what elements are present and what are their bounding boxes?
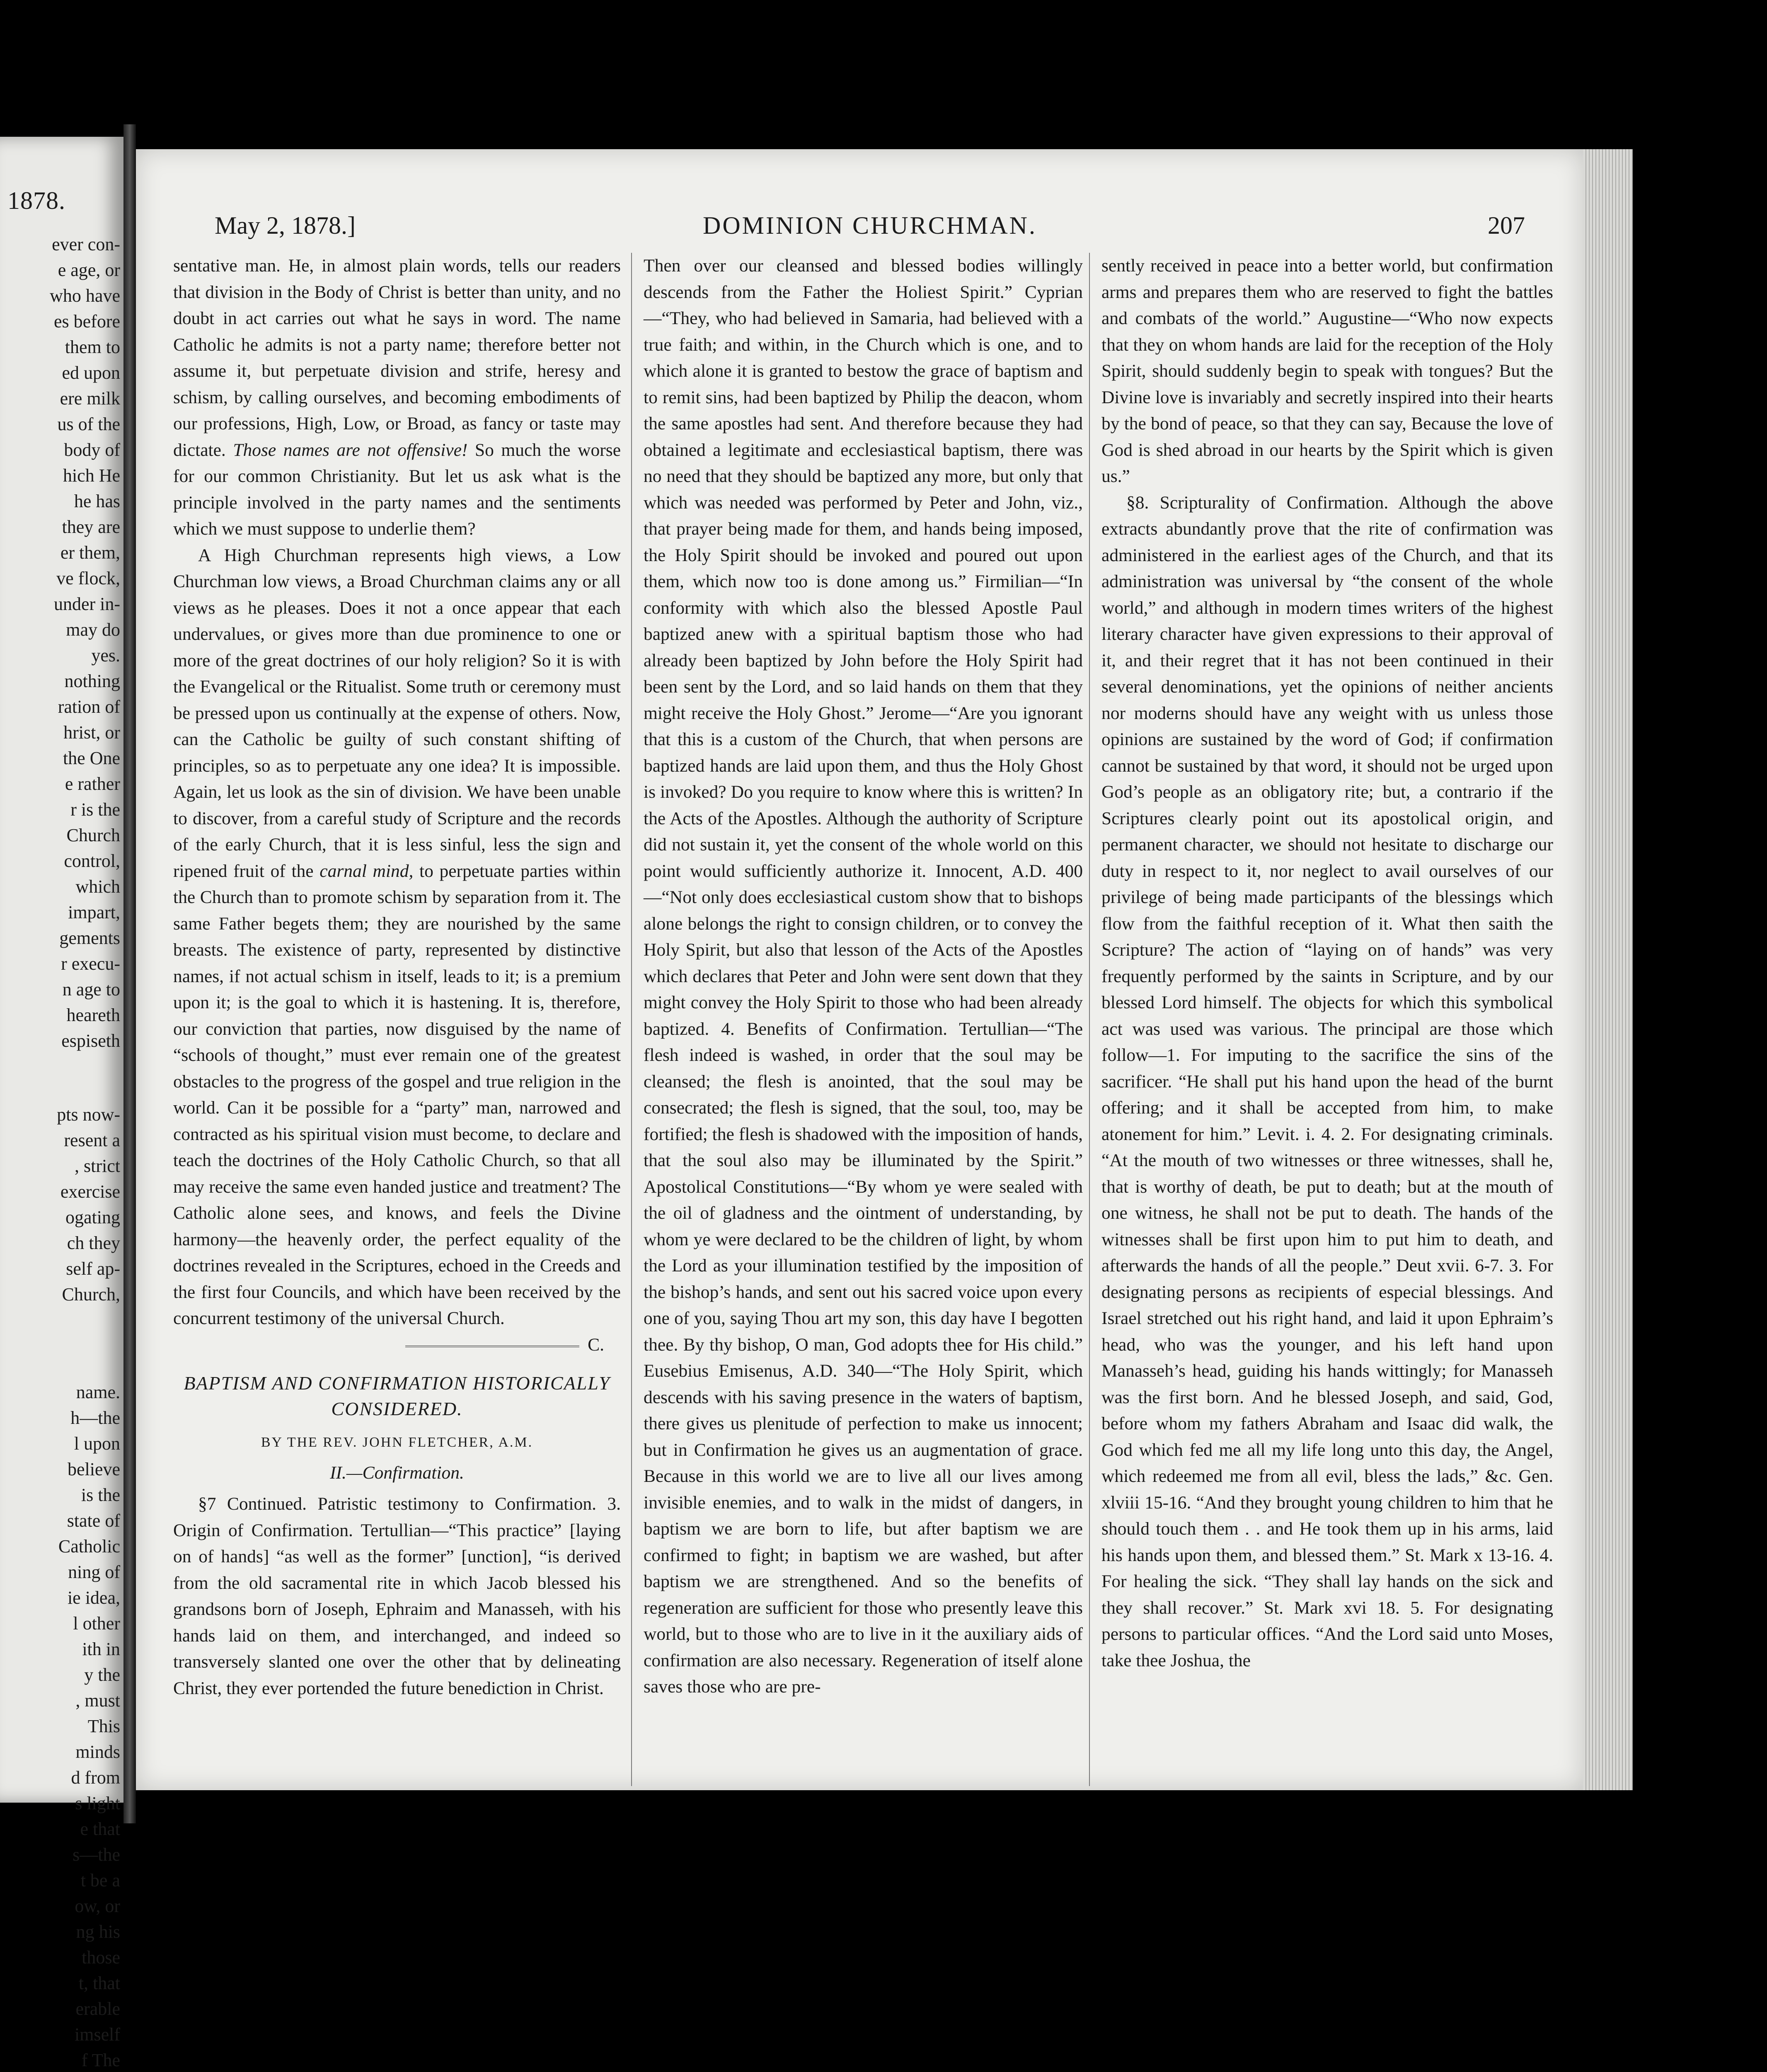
fragment-line: ere milk xyxy=(60,388,120,409)
fragment-line: name. xyxy=(76,1382,120,1402)
fragment-line: is the xyxy=(81,1485,120,1505)
column-2 xyxy=(631,253,1083,1786)
fragment-line: may do xyxy=(66,620,120,640)
fragment-line: s—the xyxy=(73,1844,120,1865)
paragraph: A High Churchman represents high views, a Low Churchman low views, a Broad Churchman claims any or all views as he pleases. Does it not a once appear that each undervalues, or gives more than due prominence to one or more of the great doctrines of our holy religion? So it is with the Evangelical or the Ritualist. Some truth or ceremony must be pressed upon us continually at the expense of others. Now, can the Catholic be guilty of such constant shifting of principles, so as to perpetuate any one idea? It is impossible. Again, let us look as the sin of division. We have been unable to discover, from a careful study of Scripture and the records of the early Church, that it is less sinful, less the sign and ripened fruit of the carnal mind, to perpetuate parties within the Church than to promote schism by separation from it. The same Father begets them; they are nourished by the same breasts. The existence of party, represented by distinctive names, if not actual schism in itself, leads to it; is a premium upon it; is the goal to which it is hastening. It is, therefore, our conviction that parties, now disguised by the name of “schools of thought,” must ever remain one of the greatest obstacles to the progress of the gospel and true religion in the world. Can it be possible for a “party” man, narrowed and contracted as his spiritual vision must become, to declare and teach the doctrines of the Holy Catholic Church, so that all may receive the same even handed justice and treatment? The Catholic alone sees, and knows, and feels the Divine harmony—the heavenly order, the perfect equality of the doctrines revealed in the Scriptures, echoed in the Creeds and the first four Councils, and which have been received by the concurrent testimony of the universal Church. xyxy=(173,545,621,1328)
article-title: BAPTISM AND CONFIRMATION HISTORICALLY CONSIDERED. xyxy=(184,1372,610,1419)
fragment-line: gements xyxy=(59,928,120,948)
fragment-line: resent a xyxy=(64,1130,120,1150)
page-edge xyxy=(1583,149,1633,1790)
fragment-line: l other xyxy=(73,1613,120,1634)
fragment-line: This xyxy=(87,1716,120,1736)
fragment-line: self ap- xyxy=(66,1259,120,1279)
fragment-line: ch they xyxy=(67,1233,120,1253)
fragment-line: they are xyxy=(62,517,120,537)
fragment-line: Church xyxy=(66,825,120,845)
fragment-line: erable xyxy=(75,1999,120,2019)
issue-date: May 2, 1878.] xyxy=(215,212,356,239)
fragment-line: , must xyxy=(75,1690,120,1711)
fragment-line: t be a xyxy=(80,1870,120,1890)
previous-page-year: 1878. xyxy=(7,187,65,214)
fragment-line: e that xyxy=(80,1819,120,1839)
separator-rule xyxy=(405,1346,579,1347)
fragment-line: hich He xyxy=(63,465,120,486)
fragment-line: minds xyxy=(75,1742,120,1762)
fragment-line: ow, or xyxy=(75,1896,120,1916)
fragment-line: t, that xyxy=(78,1973,120,1993)
fragment-line: state of xyxy=(67,1510,120,1531)
fragment-line: r execu- xyxy=(61,954,120,974)
paragraph: §8. Scripturality of Confirmation. Although the above extracts abundantly prove that the rite of confirmation was administered in the earliest ages of the Church, and that its administration was universal by “the consent of the whole world,” and although in modern times writers of the highest literary character have given expressions to their approval of it, and their regret that it has not been continued in their several denominations, yet the opinions of neither ancients nor moderns should have any weight with us unless those opinions are sustained by the word of God; if confirmation cannot be sustained by that word, it should not be urged upon God’s people as an obligatory rite; but, a contrario if the Scriptures clearly point out its apostolical origin, and permanent character, we should not hesitate to discharge our duty in respect to it, nor neglect to avail ourselves of our privilege of being made participants of the blessings which flow from the faithful reception of it. What then saith the Scripture? The action of “laying on of hands” was very frequently performed by the saints in Scripture, and by our blessed Lord himself. The objects for which this symbolical act was used was various. The principal are those which follow—1. For imputing to the sacrifice the sins of the sacrificer. “He shall put his hand upon the head of the burnt offering; and it shall be accepted from him, to make atonement for him.” Levit. i. 4. 2. For designating criminals. “At the mouth of two witnesses or three witnesses, shall he, that is worthy of death, be put to death; but at the mouth of one witness, he shall not be put to death. The hands of the witnesses shall be first upon him to put him to death, and afterwards the hands of all the people.” Deut xvii. 6-7. 3. For designating persons as recipients of especial blessings. And Israel stretched out his right hand, and laid it upon Ephraim’s head, who was the younger, and his left hand upon Manasseh’s head, guiding his hands wittingly; for Manasseh was the first born. And he blessed Joseph, and said, God, before whom my fathers Abraham and Isaac did walk, the God which fed me all my life long unto this day, the Angel, which redeemed me from all evil, bless the lads,” &c. Gen. xlviii 15-16. “And they brought young children to him that he should touch them . . and He took them up in his arms, laid his hands upon them, and blessed them.” St. Mark x 13-16. 4. For healing the sick. “They shall lay hands on the sick and they shall recover.” St. Mark xvi 18. 5. For designating persons to particular offices. “And the Lord said unto Moses, take thee Joshua, the xyxy=(1101,492,1553,1670)
fragment-line: Church, xyxy=(62,1284,120,1305)
fragment-line: ve flock, xyxy=(56,568,120,588)
fragment-line: under in- xyxy=(53,594,120,614)
fragment-line: ever con- xyxy=(52,234,120,254)
fragment-line: ogating xyxy=(65,1207,120,1227)
fragment-line: y the xyxy=(84,1665,120,1685)
fragment-line: ning of xyxy=(68,1562,120,1582)
paragraph: §7 Continued. Patristic testimony to Confirmation. 3. Origin of Confirmation. Tertullian—“This practice” [laying on of hands] “as well as the former” [unction], “is derived from the old sacramental rite in which Jacob blessed his grandsons born of Joseph, Ephraim and Manasseh, with his hands laid on them, and interchanged, and indeed so transversely slanted one over the other that by delineating Christ, they ever portended the future benediction in Christ. xyxy=(173,1494,621,1698)
paragraph: Then over our cleansed and blessed bodies willingly descends from the Father the Holiest Spirit.” Cyprian—“They, who had believed in Samaria, had believed with a true faith; and within, in the Church which is one, and to which alone it is granted to bestow the grace of baptism and to remit sins, had been baptized by Philip the deacon, whom the same apostles had sent. And therefore because they had obtained a legitimate and ecclesiastical baptism, there was no need that they should be baptized any more, but only that which was needed was performed by Peter and John, viz., that prayer being made for them, and hands being imposed, the Holy Spirit should be invoked and poured out upon them, which now too is done among us.” Firmilian—“In conformity with which also the blessed Apostle Paul baptized anew with a spiritual baptism those who had already been baptized by John before the Holy Spirit had been sent by the Lord, and so laid hands on them that they might receive the Holy Ghost.” Jerome—“Are you ignorant that this is a custom of the Church, that when persons are baptized hands are laid upon them, and thus the Holy Ghost is invoked? Do you require to know where this is written? In the Acts of the Apostles. Although the authority of Scripture did not sustain it, yet the consent of the whole world on this point would sufficiently authorize it. Innocent, A.D. 400—“Not only does ecclesiastical custom show that to bishops alone belongs the right to consign children, or to convey the Holy Spirit, but also that lesson of the Acts of the Apostles which declares that Peter and John were sent down that they might convey the Holy Spirit to those who had been already baptized. 4. Benefits of Confirmation. Tertullian—“The flesh indeed is washed, in order that the soul may be cleansed; the flesh is anointed, that the soul may be consecrated; the flesh is signed, that the soul, too, may be fortified; the flesh is shadowed with the imposition of hands, that the soul also may be illuminated by the Spirit.” Apostolical Constitutions—“By whom ye were sealed with the oil of gladness and the ointment of understanding, by whom ye were declared to be the children of light, by whom the Lord as your illumination testified by the imposition of the bishop’s hands, and sent out his sacred voice upon every one of you, saying Thou art my son, this day have I begotten thee. By thy bishop, O man, God adopts thee for His child.” Eusebius Emisenus, A.D. 340—“The Holy Spirit, which descends with his saving presence in the waters of baptism, there gives us plenitude of perfection to make us innocent; but in Confirmation he gives us an augmentation of grace. Because in this world we are to live all our lives among invisible enemies, and to walk in the midst of dangers, in baptism we are born to life, but after baptism we are confirmed to fight; in baptism we are washed, but after baptism we are strengthened. And so the benefits of regeneration are sufficient for those who presently leave this world, but to those who are to live in it the auxiliary aids of confirmation are also necessary. Regeneration of itself alone saves those who are pre- xyxy=(644,256,1083,1697)
column-1 xyxy=(173,253,621,1786)
fragment-line: ie idea, xyxy=(67,1588,120,1608)
fragment-line: them to xyxy=(65,337,120,357)
previous-page-fragment xyxy=(0,137,123,2070)
fragment-line: espiseth xyxy=(61,1031,120,1051)
fragment-line: pts now- xyxy=(57,1104,120,1125)
fragment-line: , strict xyxy=(75,1156,120,1176)
fragment-line: believe xyxy=(67,1459,120,1479)
fragment-line: us of the xyxy=(57,414,120,434)
fragment-line: who have xyxy=(50,286,120,306)
fragment-line: imself xyxy=(75,2024,120,2045)
fragment-line: s light xyxy=(75,1793,120,1813)
masthead: DOMINION CHURCHMAN. xyxy=(702,212,1037,239)
book-gutter xyxy=(123,124,136,1823)
fragment-line: e rather xyxy=(65,774,120,794)
column-3 xyxy=(1089,253,1553,1786)
fragment-line: body of xyxy=(64,440,120,460)
fragment-line: es before xyxy=(53,311,120,332)
paragraph: sentative man. He, in almost plain words, tells our readers that division in the Body of Christ is better than unity, and no doubt in act carries out what he says in word. The name Catholic he admits is not a party name; therefore better not assume it, but perpetuate division and strife, heresy and schism, by calling ourselves, and becoming embodiments of our professions, High, Low, or Broad, as fancy or taste may dictate. Those names are not offensive! So much the worse for our common Christianity. But let us ask what is the principle involved in the party names and the sentiments which we must suppose to underlie them? xyxy=(173,256,621,539)
paragraph: sently received in peace into a better world, but confirmation arms and prepares them who are reserved to fight the battles and combats of the world.” Augustine—“Who now expects that they on whom hands are laid for the reception of the Holy Spirit, should suddenly begin to speak with tongues? But the Divine love is invariably and secretly inspired into their hearts by the bond of peace, so that they can say, Because the love of God is shed abroad in our hearts by the Spirit which is given us.” xyxy=(1101,256,1553,486)
fragment-line: ration of xyxy=(58,697,120,717)
fragment-line: h—the xyxy=(70,1408,120,1428)
fragment-line: e age, or xyxy=(58,260,120,280)
fragment-line: l upon xyxy=(74,1433,120,1454)
fragment-line: which xyxy=(75,876,120,897)
fragment-line: impart, xyxy=(68,902,120,922)
fragment-line: Catholic xyxy=(58,1536,120,1556)
fragment-line: n age to xyxy=(62,979,120,1000)
byline: BY THE REV. JOHN FLETCHER, A.M. xyxy=(261,1435,533,1450)
fragment-line: yes. xyxy=(91,645,120,666)
fragment-line: d from xyxy=(71,1767,120,1788)
fragment-line: the One xyxy=(63,748,120,768)
fragment-line: ng his xyxy=(76,1922,120,1942)
fragment-line: he has xyxy=(74,491,120,511)
fragment-line: r is the xyxy=(70,799,120,820)
page-header xyxy=(215,211,1525,249)
fragment-line: ith in xyxy=(82,1639,120,1659)
signature: C. xyxy=(173,1332,621,1358)
section-subhead: II.—Confirmation. xyxy=(330,1462,464,1483)
fragment-line: f The xyxy=(81,2050,120,2070)
fragment-line: exercise xyxy=(60,1181,120,1202)
fragment-line: heareth xyxy=(66,1005,120,1025)
page-number: 207 xyxy=(1488,212,1525,239)
fragment-line: nothing xyxy=(64,671,120,691)
fragment-line: er them, xyxy=(60,542,120,563)
fragment-line: ed upon xyxy=(62,363,120,383)
fragment-line: hrist, or xyxy=(63,722,120,743)
fragment-line: control, xyxy=(64,851,120,871)
fragment-line: those xyxy=(82,1947,120,1968)
newspaper-page xyxy=(136,149,1583,1790)
